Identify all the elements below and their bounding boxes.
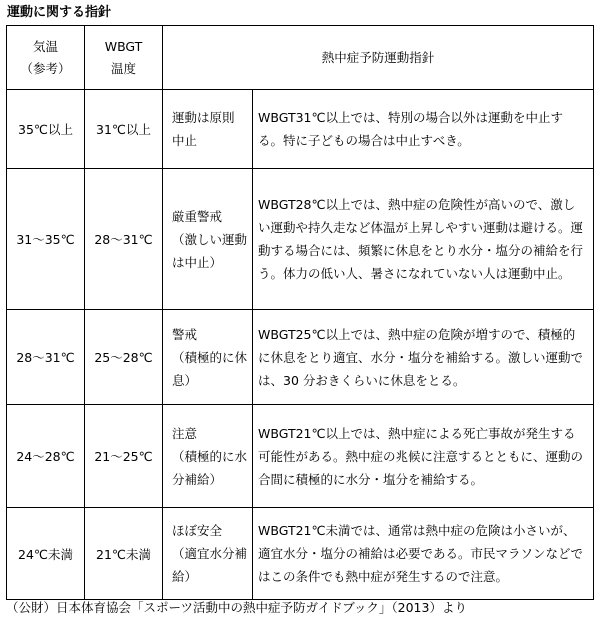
level-line: 厳重警戒 (172, 208, 223, 224)
temperature-cell: 28～31℃ (7, 310, 85, 405)
table-row (7, 90, 594, 169)
header-guideline: 熱中症予防運動指針 (163, 26, 594, 90)
level-line: 給） (172, 569, 198, 584)
level-line: 息） (172, 372, 198, 388)
level-line: は中止） (172, 254, 223, 270)
description-cell: WBGT28℃以上では、熱中症の危険性が高いので、激しい運動や持久走など体温が上昇しやすい運動は避ける。運動する場合には、頻繁に休息をとり水分・塩分の補給を行う。体力の低い人、暑さになれていない人は運動中止。 (253, 169, 594, 310)
level-line: 運動は原則 (172, 110, 235, 125)
level-line: 分補給） (172, 471, 223, 487)
wbgt-cell: 28～31℃ (85, 169, 163, 310)
description-cell: WBGT25℃以上では、熱中症の危険が増すので、積極的に休息をとり適宜、水分・塩分を補給する。激しい運動では、30 分おきくらいに休息をとる。 (253, 310, 594, 405)
temperature-cell: 24℃未満 (7, 508, 85, 600)
level-line: ほぼ安全 (172, 523, 223, 538)
source-citation: （公財）日本体育協会「スポーツ活動中の熱中症予防ガイドブック」（2013）より (6, 600, 467, 615)
wbgt-cell: 21～25℃ (85, 405, 163, 508)
level-cell (163, 169, 253, 310)
header-wbgt-unit: 温度 (110, 60, 136, 76)
level-cell (163, 310, 253, 405)
header-temperature-line: 気温 (32, 38, 58, 54)
description-cell: WBGT21℃未満では、通常は熱中症の危険は小さいが、適宜水分・塩分の補給は必要である。市民マラソンなどではこの条件でも熱中症が発生するので注意。 (253, 508, 594, 600)
level-line: 中止 (172, 133, 198, 148)
level-cell (163, 405, 253, 508)
table-row (7, 508, 594, 600)
table-row (7, 405, 594, 508)
header-wbgt (85, 26, 163, 90)
temperature-cell: 35℃以上 (7, 90, 85, 169)
description-cell: WBGT31℃以上では、特別の場合以外は運動を中止する。特に子どもの場合は中止すべき。 (253, 90, 594, 169)
table-row (7, 310, 594, 405)
temperature-cell: 24～28℃ (7, 405, 85, 508)
level-cell (163, 90, 253, 169)
level-line: 注意 (172, 425, 198, 441)
level-line: 警戒 (172, 326, 198, 342)
header-wbgt-line: WBGT (104, 38, 143, 54)
level-line: （積極的に休 (172, 349, 248, 365)
wbgt-cell: 25～28℃ (85, 310, 163, 405)
wbgt-cell: 21℃未満 (85, 508, 163, 600)
heatstroke-guideline-table (6, 25, 594, 600)
level-cell (163, 508, 253, 600)
level-line: （適宜水分補 (172, 546, 248, 561)
header-row (7, 26, 594, 90)
header-temperature (7, 26, 85, 90)
wbgt-cell: 31℃以上 (85, 90, 163, 169)
temperature-cell: 31～35℃ (7, 169, 85, 310)
description-cell: WBGT21℃以上では、熱中症による死亡事故が発生する可能性がある。熱中症の兆候に注意するとともに、運動の合間に積極的に水分・塩分を補給する。 (253, 405, 594, 508)
table-row (7, 169, 594, 310)
document-title: 運動に関する指針 (7, 5, 112, 20)
level-line: （積極的に水 (172, 448, 248, 464)
level-line: （激しい運動 (172, 231, 248, 247)
header-temperature-note: （参考） (20, 60, 71, 76)
